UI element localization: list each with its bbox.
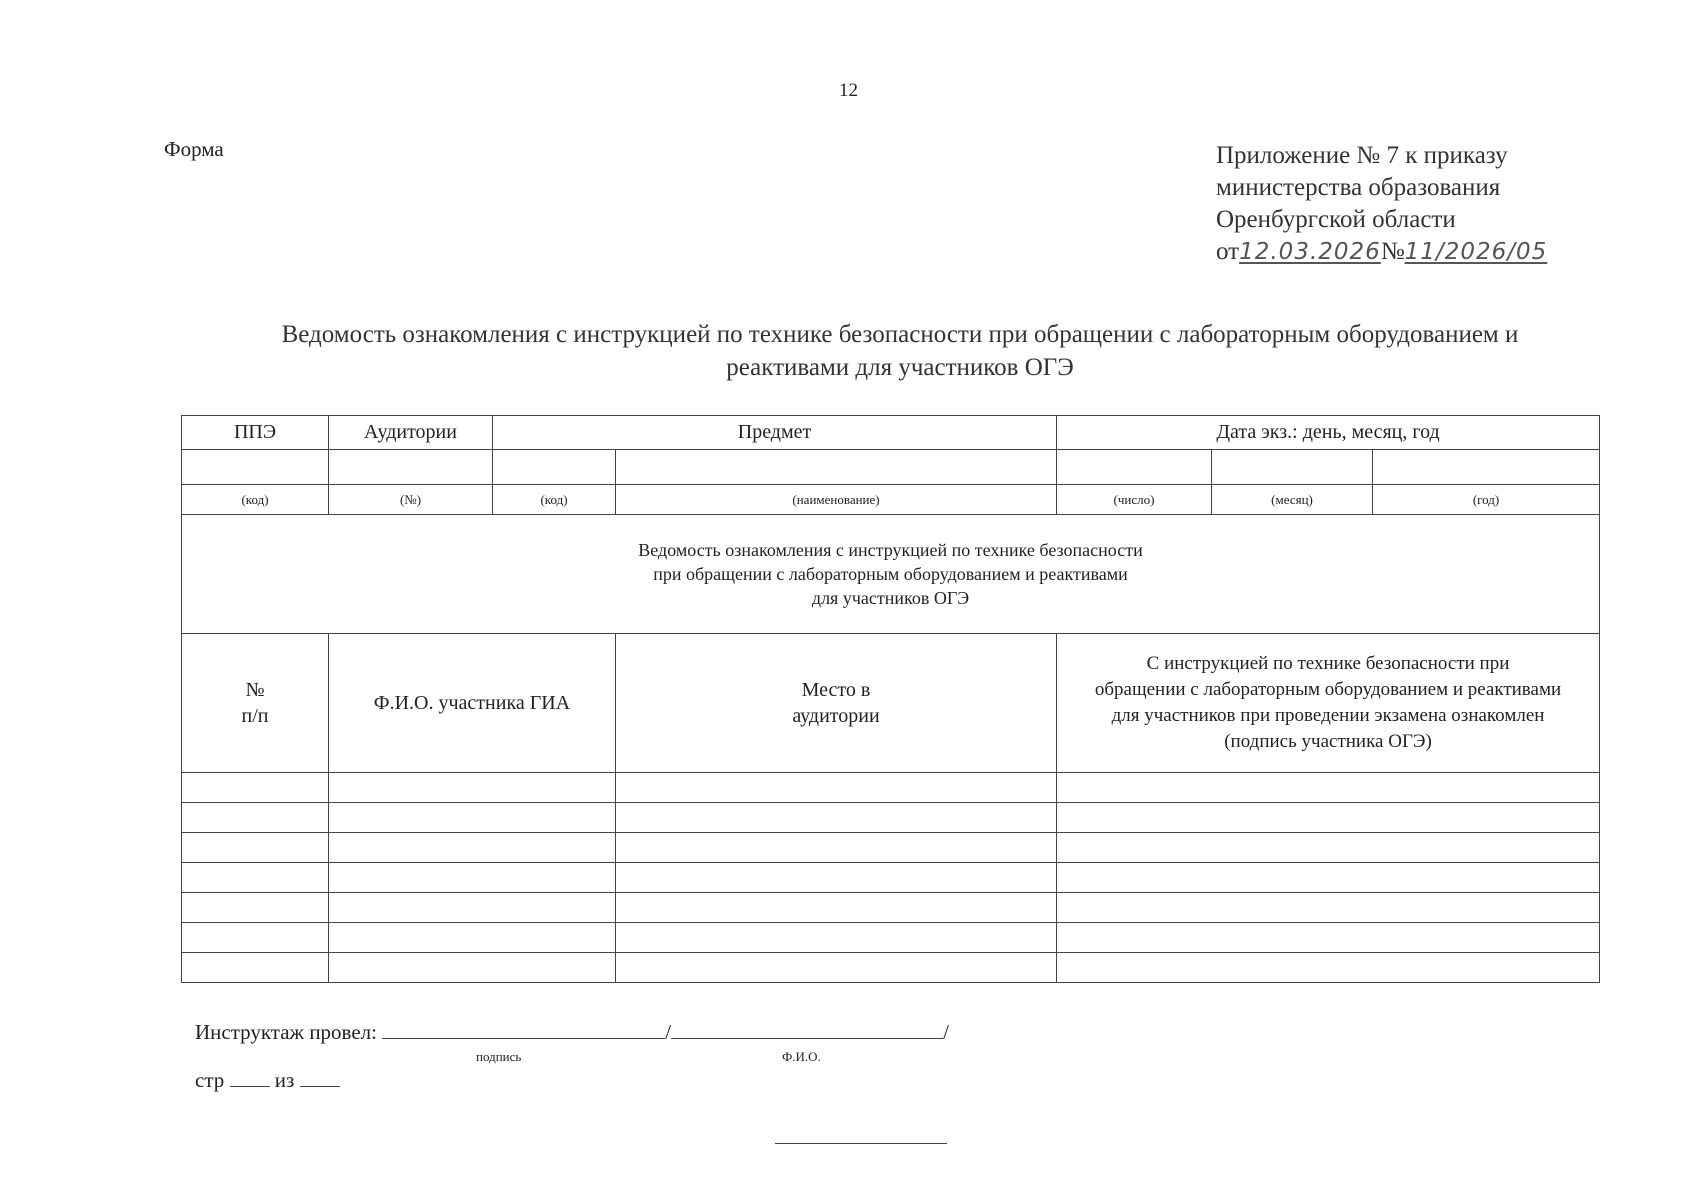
cell-num[interactable] bbox=[182, 953, 329, 983]
cell-seat[interactable] bbox=[616, 803, 1057, 833]
page-number: 12 bbox=[839, 80, 858, 101]
page-field[interactable] bbox=[230, 1066, 270, 1087]
cell-fio[interactable] bbox=[329, 923, 616, 953]
cell-seat[interactable] bbox=[616, 923, 1057, 953]
caption-month: (месяц) bbox=[1212, 485, 1373, 515]
col-ack-line-2: обращении с лабораторным оборудованием и реактивами bbox=[1094, 679, 1562, 700]
table-row bbox=[182, 803, 1600, 833]
caption-day: (число) bbox=[1057, 485, 1212, 515]
slash-1: / bbox=[665, 1020, 672, 1044]
section-title bbox=[182, 515, 1600, 634]
form-label: Форма bbox=[164, 137, 224, 161]
table-row bbox=[182, 773, 1600, 803]
cell-seat[interactable] bbox=[616, 953, 1057, 983]
fio-caption: Ф.И.О. bbox=[782, 1049, 821, 1064]
caption-number: (№) bbox=[329, 485, 493, 515]
signature-field[interactable] bbox=[382, 1018, 665, 1039]
of-label: из bbox=[274, 1068, 295, 1092]
cell-signature[interactable] bbox=[1057, 773, 1600, 803]
bottom-divider bbox=[775, 1143, 947, 1144]
table-row bbox=[182, 953, 1600, 983]
document-title bbox=[180, 318, 1620, 384]
col-ack-line-3: для участников при проведении экзамена ознакомлен bbox=[1111, 705, 1545, 726]
caption-subject-code: (код) bbox=[493, 485, 616, 515]
appendix-block bbox=[1216, 140, 1547, 268]
caption-name: (наименование) bbox=[616, 485, 1057, 515]
number-prefix: № bbox=[1380, 238, 1405, 265]
cell-num[interactable] bbox=[182, 923, 329, 953]
cell-signature[interactable] bbox=[1057, 833, 1600, 863]
cell-seat[interactable] bbox=[616, 863, 1057, 893]
header-rooms: Аудитории bbox=[329, 416, 493, 450]
day-cell[interactable] bbox=[1057, 450, 1212, 485]
total-pages-field[interactable] bbox=[300, 1066, 340, 1087]
caption-code: (код) bbox=[182, 485, 329, 515]
section-title-line-1: Ведомость ознакомления с инструкцией по технике безопасности bbox=[638, 540, 1143, 560]
instructed-by-label: Инструктаж провел: bbox=[195, 1020, 377, 1044]
cell-num[interactable] bbox=[182, 893, 329, 923]
table-header-row bbox=[182, 416, 1600, 450]
table-entry-row bbox=[182, 450, 1600, 485]
col-ack-header bbox=[1057, 634, 1600, 773]
cell-fio[interactable] bbox=[329, 953, 616, 983]
acknowledgement-table bbox=[181, 415, 1600, 983]
cell-seat[interactable] bbox=[616, 893, 1057, 923]
cell-signature[interactable] bbox=[1057, 893, 1600, 923]
from-prefix: от bbox=[1216, 238, 1240, 265]
cell-num[interactable] bbox=[182, 773, 329, 803]
col-num-line-2: п/п bbox=[241, 705, 269, 727]
cell-fio[interactable] bbox=[329, 863, 616, 893]
table-row bbox=[182, 923, 1600, 953]
cell-seat[interactable] bbox=[616, 833, 1057, 863]
col-seat-line-2: аудитории bbox=[792, 705, 880, 727]
header-subject: Предмет bbox=[493, 416, 1057, 450]
col-fio-header: Ф.И.О. участника ГИА bbox=[329, 634, 616, 773]
page-label: стр bbox=[195, 1068, 225, 1092]
section-title-line-3: для участников ОГЭ bbox=[811, 588, 970, 608]
cell-num[interactable] bbox=[182, 803, 329, 833]
ppe-code-cell[interactable] bbox=[182, 450, 329, 485]
column-header-row bbox=[182, 634, 1600, 773]
cell-seat[interactable] bbox=[616, 773, 1057, 803]
cell-signature[interactable] bbox=[1057, 803, 1600, 833]
col-ack-line-4: (подпись участника ОГЭ) bbox=[1224, 731, 1432, 752]
subject-name-cell[interactable] bbox=[616, 450, 1057, 485]
cell-fio[interactable] bbox=[329, 893, 616, 923]
title-line-2: реактивами для участников ОГЭ bbox=[726, 354, 1074, 381]
appendix-line-2: министерства образования bbox=[1216, 174, 1501, 201]
fio-field[interactable] bbox=[671, 1018, 943, 1039]
table-row bbox=[182, 893, 1600, 923]
col-seat-line-1: Место в bbox=[801, 679, 871, 701]
appendix-line-1: Приложение № 7 к приказу bbox=[1216, 142, 1508, 169]
handwritten-date: 12.03.2026 bbox=[1239, 239, 1381, 265]
table-row bbox=[182, 833, 1600, 863]
room-number-cell[interactable] bbox=[329, 450, 493, 485]
signature-caption: подпись bbox=[476, 1049, 522, 1064]
subject-code-cell[interactable] bbox=[493, 450, 616, 485]
appendix-line-3: Оренбургской области bbox=[1216, 206, 1456, 233]
slash-2: / bbox=[943, 1020, 949, 1044]
table-row bbox=[182, 863, 1600, 893]
header-exam-date: Дата экз.: день, месяц, год bbox=[1057, 416, 1600, 450]
section-title-row bbox=[182, 515, 1600, 634]
cell-num[interactable] bbox=[182, 863, 329, 893]
cell-signature[interactable] bbox=[1057, 863, 1600, 893]
cell-fio[interactable] bbox=[329, 833, 616, 863]
page-count-line bbox=[195, 1066, 340, 1093]
caption-year: (год) bbox=[1373, 485, 1600, 515]
col-seat-header bbox=[616, 634, 1057, 773]
title-line-1: Ведомость ознакомления с инструкцией по технике безопасности при обращении с лабораторным оборудованием и bbox=[281, 321, 1519, 348]
instruction-signature-line bbox=[195, 1018, 949, 1045]
cell-signature[interactable] bbox=[1057, 923, 1600, 953]
col-ack-line-1: С инструкцией по технике безопасности при bbox=[1146, 653, 1510, 674]
table-caption-row bbox=[182, 485, 1600, 515]
col-num-line-1: № bbox=[245, 679, 265, 701]
month-cell[interactable] bbox=[1212, 450, 1373, 485]
cell-fio[interactable] bbox=[329, 803, 616, 833]
handwritten-number: 11/2026/05 bbox=[1404, 239, 1548, 265]
cell-signature[interactable] bbox=[1057, 953, 1600, 983]
header-ppe: ППЭ bbox=[182, 416, 329, 450]
section-title-line-2: при обращении с лабораторным оборудованием и реактивами bbox=[653, 564, 1128, 584]
col-num-header bbox=[182, 634, 329, 773]
appendix-date-number bbox=[1216, 236, 1547, 268]
cell-fio[interactable] bbox=[329, 773, 616, 803]
cell-num[interactable] bbox=[182, 833, 329, 863]
year-cell[interactable] bbox=[1373, 450, 1600, 485]
